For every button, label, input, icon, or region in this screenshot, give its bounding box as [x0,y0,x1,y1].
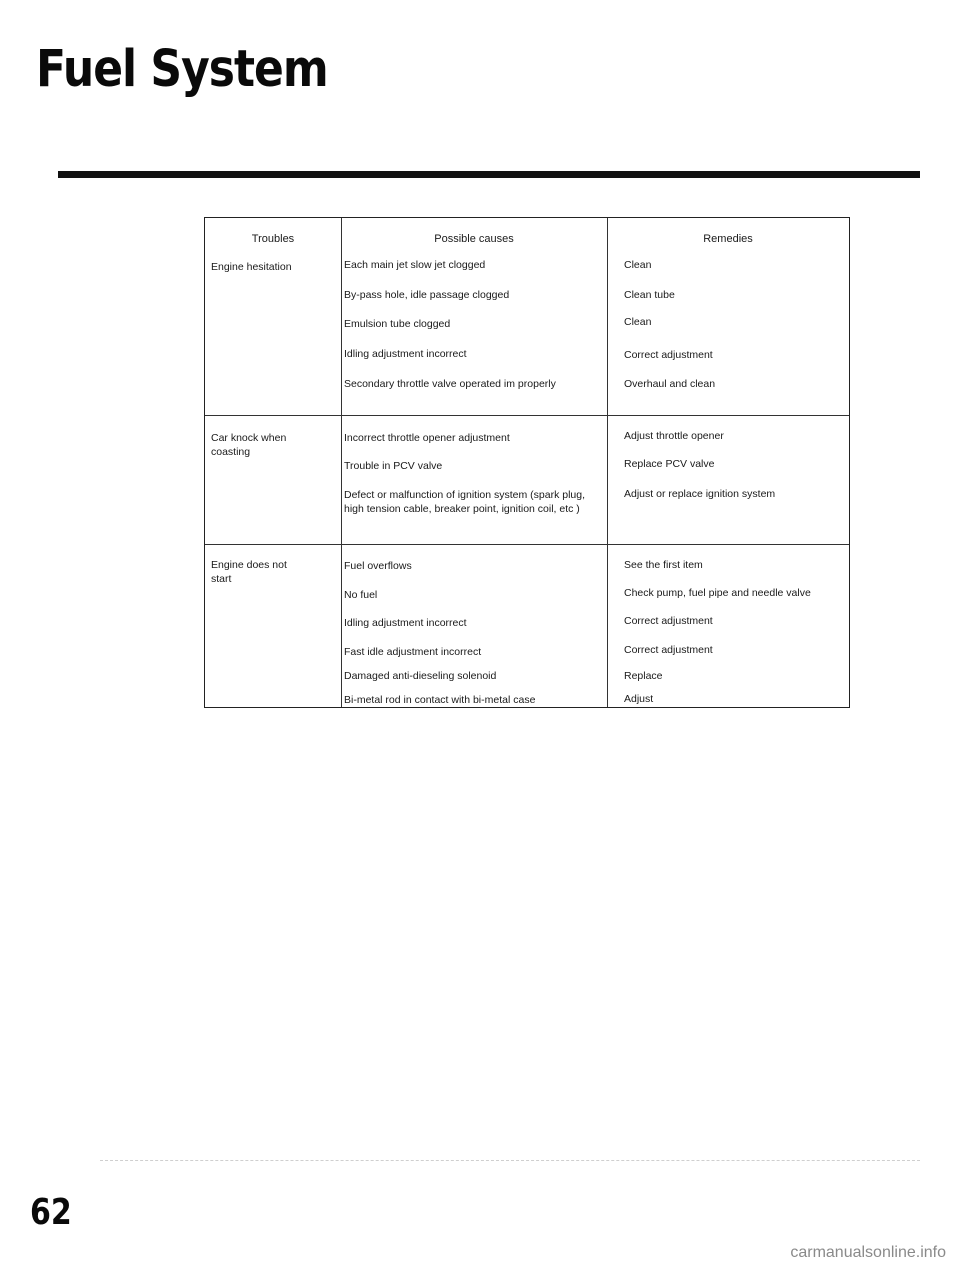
column-divider [607,218,608,707]
remedy-cell: Replace [624,670,663,682]
remedy-cell: Clean [624,316,652,328]
remedy-cell: Clean tube [624,289,675,301]
header-troubles: Troubles [251,233,295,245]
cause-cell: Fast idle adjustment incorrect [344,646,482,658]
remedy-cell: Correct adjustment [624,349,713,361]
title-divider [58,171,920,178]
scan-artifact [100,1160,920,1163]
remedy-cell: Adjust or replace ignition system [624,488,776,500]
remedy-cell: Clean [624,259,652,271]
header-remedies: Remedies [703,233,753,245]
cause-cell: No fuel [344,589,378,601]
cause-cell: Each main jet slow jet clogged [344,259,486,271]
cause-cell: Idling adjustment incorrect [344,348,467,360]
remedy-cell: Overhaul and clean [624,378,716,390]
header-causes: Possible causes [434,233,514,245]
trouble-label: Engine hesitation [211,261,292,273]
cause-cell: Fuel overflows [344,560,412,572]
cause-cell: Incorrect throttle opener adjustment [344,432,510,444]
cause-cell: Idling adjustment incorrect [344,617,467,629]
page-title: Fuel System [36,40,328,99]
cause-cell: Defect or malfunction of ignition system (spark plug, high tension cable, breaker point, ignition coil, etc ) [344,489,586,515]
cause-cell: Bi-metal rod in contact with bi-metal case [344,694,536,706]
remedy-cell: Adjust throttle opener [624,430,724,442]
cause-cell: Emulsion tube clogged [344,318,451,330]
cause-cell: Secondary throttle valve operated im properly [344,378,556,390]
trouble-label: Engine does not start [211,559,287,585]
row-divider [205,415,849,416]
cause-cell: Damaged anti-dieseling solenoid [344,670,497,682]
remedy-cell: Adjust [624,693,654,705]
row-divider [205,544,849,545]
column-divider [341,218,342,707]
watermark-link[interactable]: carmanualsonline.info [790,1244,946,1261]
remedy-cell: See the first item [624,559,703,571]
trouble-label: Car knock when coasting [211,432,287,458]
page-number: 62 [30,1191,72,1234]
remedy-cell: Check pump, fuel pipe and needle valve [624,587,811,599]
cause-cell: By-pass hole, idle passage clogged [344,289,510,301]
troubleshooting-table [204,217,850,708]
remedy-cell: Replace PCV valve [624,458,715,470]
remedy-cell: Correct adjustment [624,615,713,627]
cause-cell: Trouble in PCV valve [344,460,443,472]
remedy-cell: Correct adjustment [624,644,713,656]
